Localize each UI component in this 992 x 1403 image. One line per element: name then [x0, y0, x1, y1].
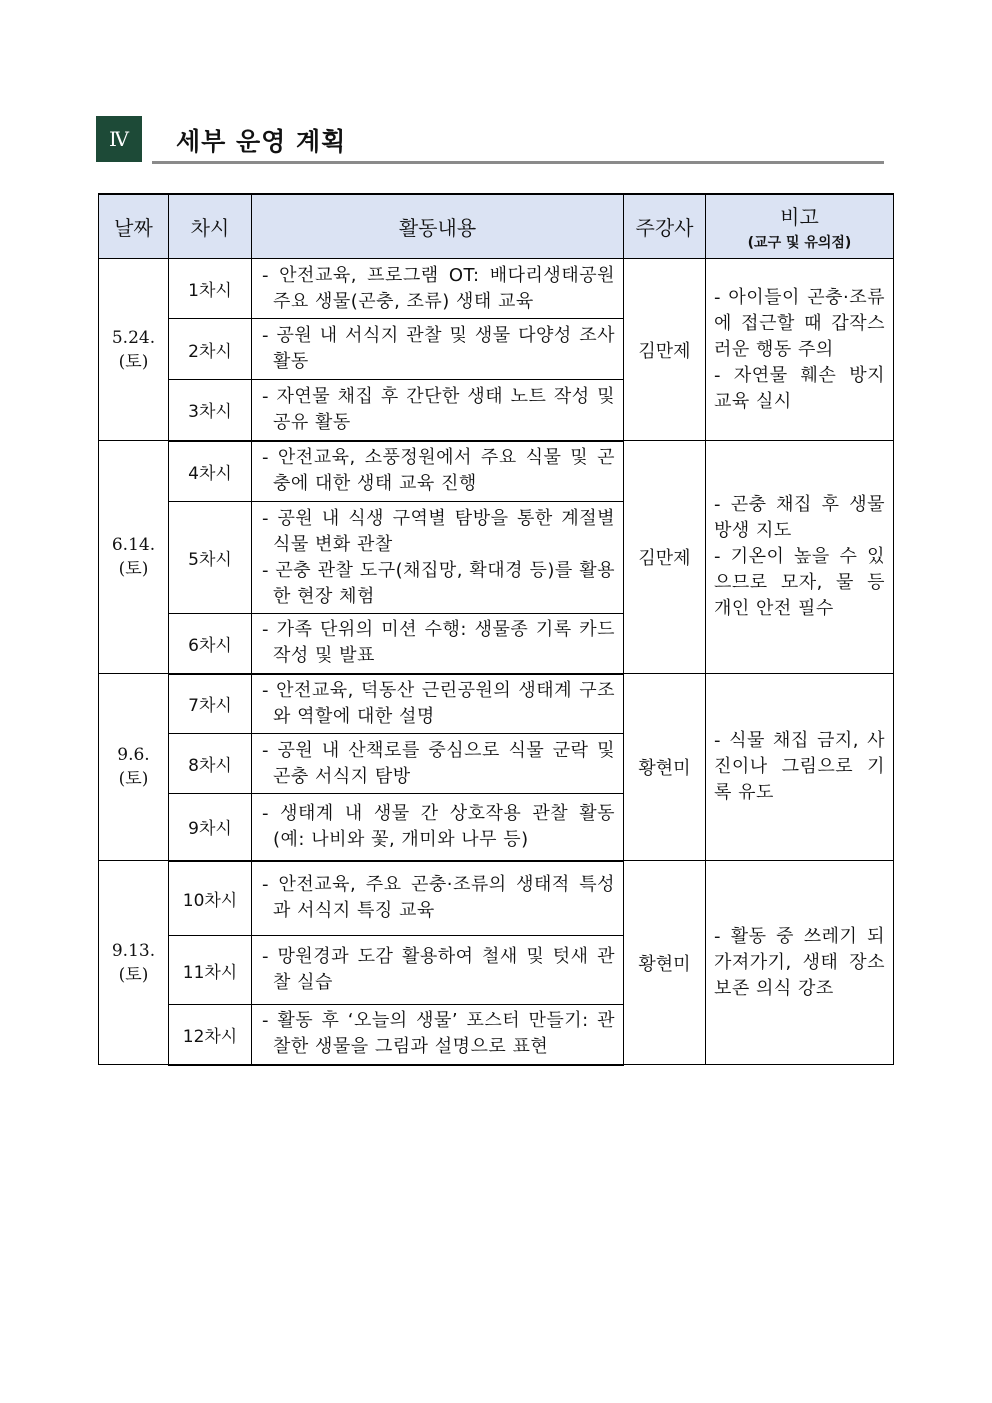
activity-line: - 안전교육, 주요 곤충·조류의 생태적 특성과 서식지 특징 교육: [262, 874, 615, 922]
section-number-badge: Ⅳ: [96, 116, 142, 162]
session-cell: 3차시: [169, 380, 252, 441]
activity-cell: [252, 734, 624, 794]
activity-line: - 활동 후 ‘오늘의 생물’ 포스터 만들기: 관찰한 생물을 그림과 설명으로 표현: [262, 1010, 615, 1058]
instructor-cell: 황현미: [624, 861, 706, 1065]
activity-line: - 가족 단위의 미션 수행: 생물종 기록 카드 작성 및 발표: [262, 619, 615, 667]
activity-line: - 안전교육, 프로그램 OT: 배다리생태공원 주요 생물(곤충, 조류) 생태 교육: [262, 264, 615, 312]
activity-line: - 공원 내 식생 구역별 탐방을 통한 계절별 식물 변화 관찰: [262, 507, 615, 555]
note-cell: [706, 259, 894, 441]
activity-cell: [252, 380, 624, 441]
session-cell: 8차시: [169, 734, 252, 794]
date-cell: [99, 674, 169, 861]
instructor-cell: 김만제: [624, 441, 706, 674]
activity-cell: [252, 319, 624, 380]
activity-line: - 공원 내 산책로를 중심으로 식물 군락 및 곤충 서식지 탐방: [262, 739, 615, 787]
header-instructor: 주강사: [624, 194, 706, 259]
section-header: [96, 116, 884, 166]
header-note-sub: (교구 및 유의점): [747, 235, 852, 251]
activity-line: - 자연물 채집 후 간단한 생태 노트 작성 및 공유 활동: [262, 385, 615, 433]
activity-cell: [252, 674, 624, 734]
date-cell: [99, 441, 169, 674]
section-title: 세부 운영 계획: [176, 127, 347, 156]
table-row: [99, 259, 894, 319]
activity-cell: [252, 794, 624, 861]
header-note: [706, 194, 894, 259]
table-row: [99, 441, 894, 502]
header-session: 차시: [169, 194, 252, 259]
note-line: - 아이들이 곤충·조류에 접근할 때 갑작스러운 행동 주의: [714, 286, 885, 360]
activity-cell: [252, 936, 624, 1005]
operation-plan-table: [98, 193, 894, 1066]
note-line: - 곤충 채집 후 생물 방생 지도: [714, 494, 885, 541]
session-cell: 1차시: [169, 259, 252, 319]
note-line: - 기온이 높을 수 있으므로 모자, 물 등 개인 안전 필수: [714, 546, 885, 619]
note-line: - 활동 중 쓰레기 되가져가기, 생태 장소 보존 의식 강조: [714, 925, 885, 999]
session-cell: 5차시: [169, 502, 252, 614]
activity-cell: [252, 614, 624, 674]
note-line: - 식물 채집 금지, 사진이나 그림으로 기록 유도: [714, 730, 885, 803]
session-cell: 2차시: [169, 319, 252, 380]
day-text: (토): [118, 769, 149, 789]
instructor-cell: 김만제: [624, 259, 706, 441]
activity-line: - 안전교육, 소풍정원에서 주요 식물 및 곤충에 대한 생태 교육 진행: [262, 447, 615, 495]
header-content: 활동내용: [252, 194, 624, 259]
activity-cell: [252, 861, 624, 936]
session-cell: 7차시: [169, 674, 252, 734]
day-text: (토): [118, 559, 149, 579]
section-divider: [152, 161, 884, 164]
date-cell: [99, 259, 169, 441]
activity-line: - 안전교육, 덕동산 근린공원의 생태계 구조와 역할에 대한 설명: [262, 679, 615, 727]
day-text: (토): [118, 351, 149, 372]
session-cell: 4차시: [169, 441, 252, 502]
date-text: 9.13.: [111, 940, 156, 961]
activity-cell: [252, 441, 624, 502]
date-text: 9.6.: [117, 745, 150, 765]
session-cell: 6차시: [169, 614, 252, 674]
activity-line: - 생태계 내 생물 간 상호작용 관찰 활동 (예: 나비와 꽃, 개미와 나무 등): [262, 802, 615, 850]
session-cell: 11차시: [169, 936, 252, 1005]
header-note-label: 비고: [780, 205, 819, 229]
instructor-cell: 황현미: [624, 674, 706, 861]
day-text: (토): [118, 964, 149, 985]
session-cell: 12차시: [169, 1005, 252, 1065]
activity-line: - 공원 내 서식지 관찰 및 생물 다양성 조사 활동: [262, 325, 615, 372]
date-text: 5.24.: [111, 327, 156, 348]
note-cell: [706, 674, 894, 861]
note-line: - 자연물 훼손 방지 교육 실시: [714, 364, 885, 412]
note-cell: [706, 861, 894, 1065]
activity-line: - 망원경과 도감 활용하여 철새 및 텃새 관찰 실습: [262, 946, 615, 993]
activity-cell: [252, 1005, 624, 1065]
note-cell: [706, 441, 894, 674]
table-row: [99, 674, 894, 734]
table-row: [99, 861, 894, 936]
activity-cell: [252, 259, 624, 319]
activity-cell: [252, 502, 624, 614]
session-cell: 9차시: [169, 794, 252, 861]
header-date: 날짜: [99, 194, 169, 259]
date-text: 6.14.: [111, 535, 156, 555]
session-cell: 10차시: [169, 861, 252, 936]
date-cell: [99, 861, 169, 1065]
activity-line: - 곤충 관찰 도구(채집망, 확대경 등)를 활용한 현장 체험: [262, 559, 615, 607]
table-header-row: [99, 194, 894, 259]
